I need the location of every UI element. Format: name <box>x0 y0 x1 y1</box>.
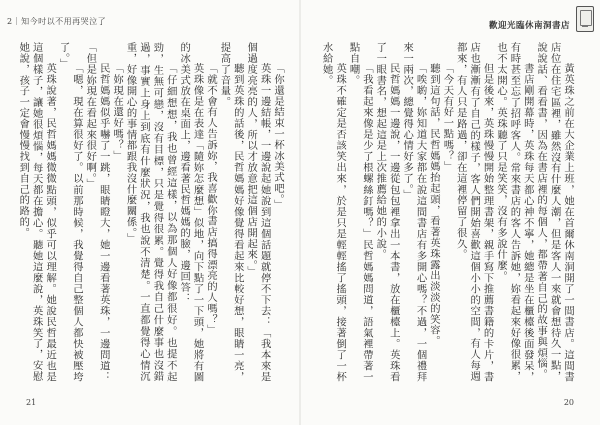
left-page-number: 21 <box>26 398 37 407</box>
paragraph: 英珠說著，民哲媽媽微微點頭，似乎可以理解。她說民哲最近也是這個樣子，讓她很煩惱，每天都在擔心。聽她這麼說，英珠笑了，安慰她說，孩子一定會慢慢找到自己的路的。 <box>17 42 57 382</box>
book-logo-icon <box>576 6 594 32</box>
left-page <box>0 0 298 425</box>
paragraph: 民哲媽媽似乎嚇了一跳，眼睛瞪大，她一邊看著英珠，一邊問道：「但是妳現在看起來很好啊。」 <box>84 42 110 382</box>
paragraph: 「今天有好一點嗎？」 <box>441 62 454 172</box>
paragraph: 「嗯，現在算很好了。以前那時候，我覺得自己整個人都快被壓垮了。」 <box>57 42 83 382</box>
paragraph: 英珠不確定是否該笑出來，於是只是輕輕搖了搖頭，接著倒了一杯水給她。 <box>320 42 347 382</box>
left-running-header: 2｜知今吋以不用再哭泣了 <box>7 17 107 26</box>
book-gutter <box>299 0 301 425</box>
paragraph: 「妳現在還好嗎？」 <box>111 62 124 161</box>
right-page <box>302 0 600 425</box>
right-page-number: 20 <box>563 398 574 407</box>
paragraph: 英珠像是在表達「隨妳怎麼想」似地，向下點了一下頭，她將有圖的冰美式放在桌面上，邊看著民哲媽媽的臉，邊回答： <box>178 42 204 382</box>
paragraph: 但是後來，英珠慢慢開始整理書架，親手寫下推薦書籍的卡片，書店也漸漸有了自己的樣子，客人們開始喜歡這個小小的空間，有人每週都來，有人只是路過，卻在這裡停留了很久。 <box>454 42 494 382</box>
paragraph: 英珠一邊結帳，一邊說起她說到這個話題就停不下去：「我本來是個過度亮亮的人，所以才放意把這個店開起來。」 <box>245 42 271 382</box>
right-page-body <box>312 42 574 382</box>
paragraph: 黃英珠之前在大企業上班，她在首爾休南洞開了一間書店。這間書店位在住宅區裡，雖然沒有什麼人潮，但是客人一來就會想待久一點，說說話、看看書，因為在書店裡的每個人，都帶著自己的故事與煩惱。 <box>535 42 574 382</box>
paragraph: 書店剛開幕時，英珠每天都心神不寧，她總是坐在櫃檯後面發呆，有時甚至忘了招呼客人。常來書店的客人告訴她，妳看起來好像很累，也不太開心。英珠聽了只是笑笑，沒有多說什麼。 <box>494 42 534 382</box>
paragraph: 「就不會有人告訴妳，我喜歡你書店搞得漂亮的人嗎？」 <box>204 62 217 336</box>
paragraph: 「我看起來像是少了根螺絲釘嗎？」民哲媽媽問道，語氣裡帶著一點自嘲。 <box>347 42 373 382</box>
paragraph: 聽到這句話，民哲媽媽抬起頭，看著英珠露出淡淡的笑容。 <box>427 62 440 346</box>
paragraph: 「唉喲，妳知道大家都在說這間書店有多開心嗎？不過，一個禮拜來一兩次，總覺得心情好多了。」 <box>401 42 427 382</box>
left-page-body <box>17 42 284 382</box>
paragraph: 「仔細想想，我也曾經這樣，以為那個人好像都很好。也提不起勁，生無可戀，沒有目標，只是覺得很累。覺得我自己什麼事也沒錯過，事實上身上到底有什麼狀況，我也說不清楚。一直都覺得心情沉重，好像開心的事情都跟我沒什麼關係。」 <box>124 42 177 382</box>
paragraph: 聽到英珠的話後，民哲媽媽好像覺得看起來比較好想，眼睛一亮，提高了音量。 <box>218 42 244 382</box>
paragraph: 民哲媽媽一邊說，一邊從包包裡拿出一本書，放在櫃檯上。英珠看了一眼書名，想起這是上次推薦給她的小說。 <box>374 42 400 382</box>
right-running-header: 歡迎光臨休南洞書店 <box>488 21 570 31</box>
paragraph: 「你還是結束一杯冰美式吧。」 <box>272 62 284 211</box>
